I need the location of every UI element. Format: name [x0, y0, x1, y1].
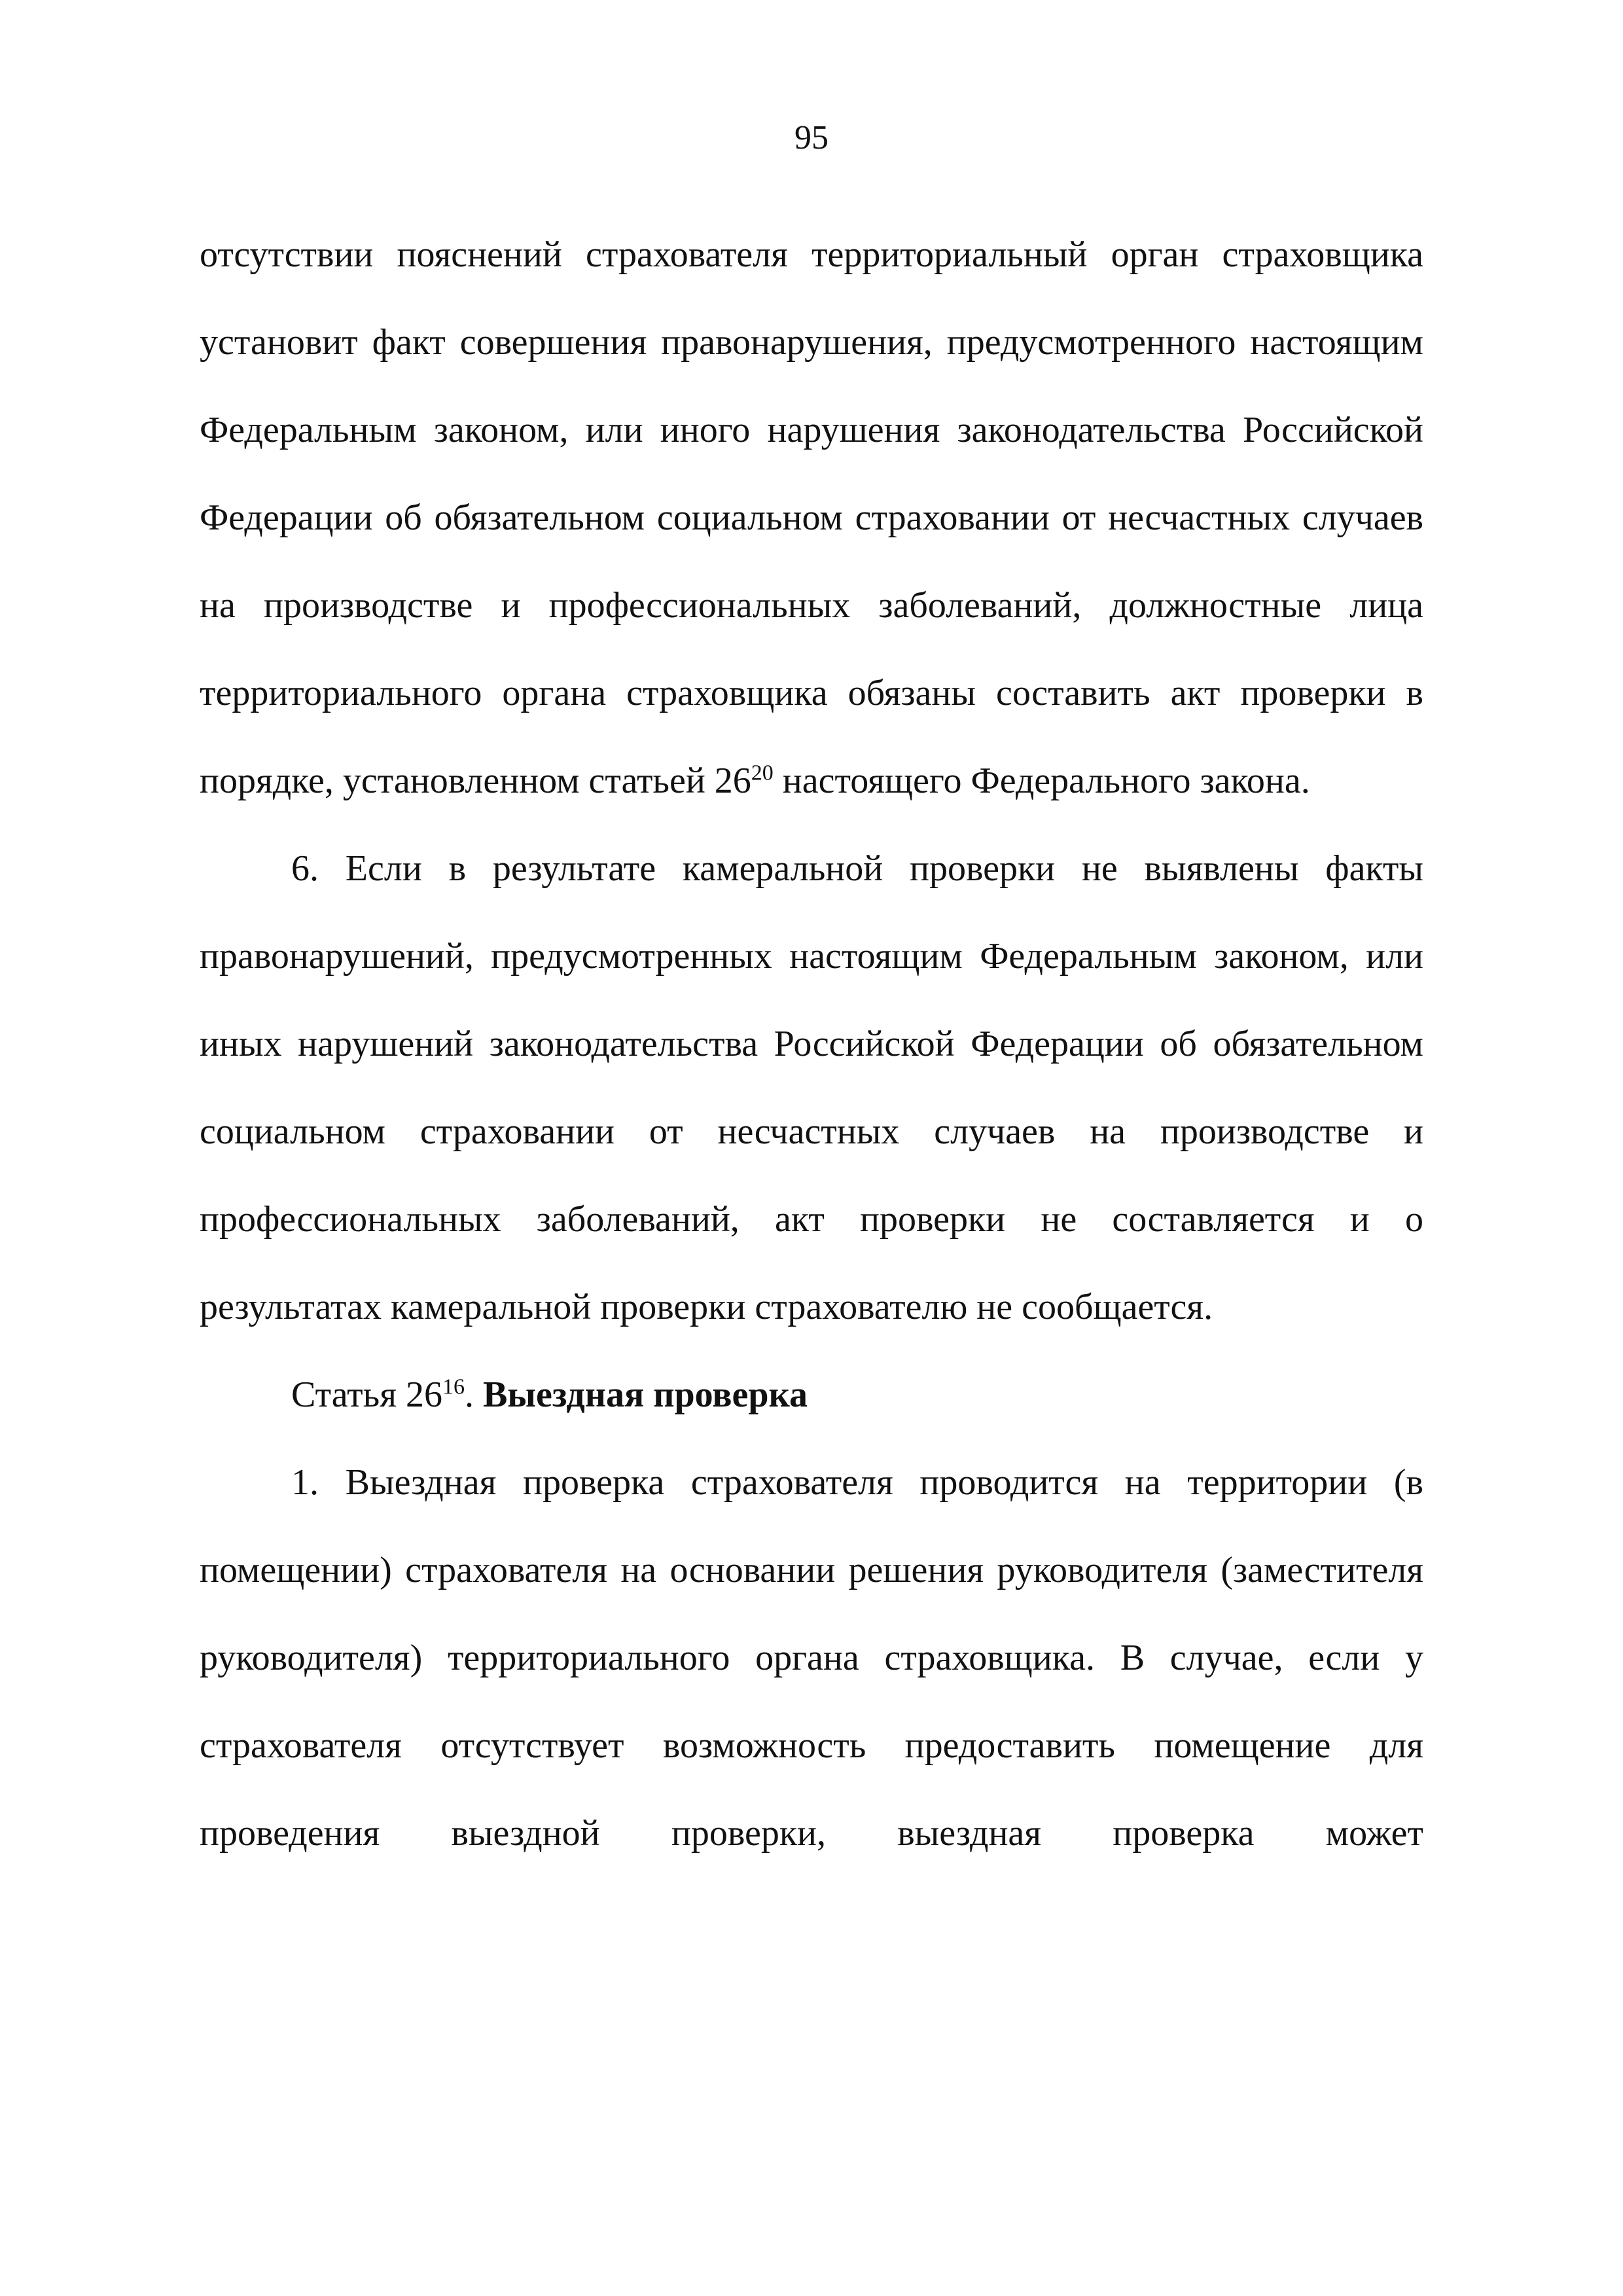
- paragraph-text: отсутствии пояснений страхователя территориальный орган страховщика установит факт совершения правонарушения, предусмотренного настоящим Федеральным законом, или иного нарушения законодательства Российской Федерации об обязательном социальном страховании от несчастных случаев на производстве и профессиональных заболеваний, должностные лица территориального органа страховщика обязаны составить акт проверки в порядке, установленном статьей 26: [200, 234, 1423, 801]
- article-superscript: 20: [751, 761, 774, 785]
- document-body: [200, 211, 1423, 1877]
- article-dot: .: [464, 1374, 483, 1415]
- article-superscript: 16: [442, 1374, 465, 1399]
- page-number: 95: [794, 119, 829, 156]
- article-heading: [200, 1351, 1423, 1439]
- paragraph-item-1: 1. Выездная проверка страхователя проводится на территории (в помещении) страхователя на основании решения руководителя (заместителя руководителя) территориального органа страховщика. В случае, если у страхователя отсутствует возможность предоставить помещение для проведения выездной проверки, выездная проверка может: [200, 1462, 1423, 1854]
- paragraph-item-6: 6. Если в результате камеральной проверки не выявлены факты правонарушений, предусмотренных настоящим Федеральным законом, или иных нарушений законодательства Российской Федерации об обязательном социальном страховании от несчастных случаев на производстве и профессиональных заболеваний, акт проверки не составляется и о результатах камеральной проверки страхователю не сообщается.: [200, 848, 1423, 1327]
- paragraph-text: настоящего Федерального закона.: [773, 761, 1310, 801]
- article-title: Выездная проверка: [482, 1374, 808, 1415]
- paragraph-continuation: [200, 211, 1423, 825]
- article-prefix: Статья 26: [291, 1374, 442, 1415]
